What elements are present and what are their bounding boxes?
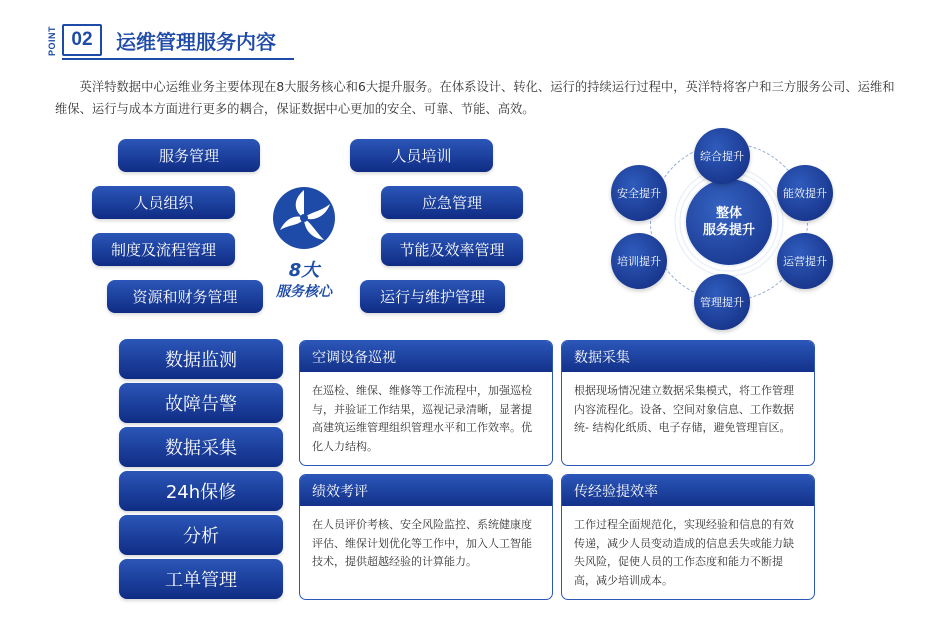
card-body: 在人员评价考核、安全风险监控、系统健康度评估、维保计划优化等工作中，加入人工智能技术，提供超越经验的计算能力。 [312,518,532,568]
title-underline [62,58,294,60]
card-body: 根据现场情况建立数据采集模式，将工作管理内容流程化。设备、空间对象信息、工作数据统- 结构化纸质、电子存储，避免管理盲区。 [574,384,794,434]
function-data-monitoring: 数据监测 [119,339,283,379]
intro-paragraph: 英洋特数据中心运维业务主要体现在8大服务核心和6大提升服务。在体系设计、转化、运行的持续运行过程中，英洋特将客户和三方服务公司、运维和维保、运行与成本方面进行更多的耦合，保证数据中心更加的安全、可靠、节能、高效。 [55,80,895,116]
card-title: 数据采集 [562,341,814,372]
card-data-collection [561,340,815,466]
upgrade-center-line1: 整体 [715,206,742,221]
page-title: 运维管理服务内容 [116,30,276,54]
card-title: 绩效考评 [300,475,552,506]
card-experience-efficiency [561,474,815,600]
core-item-staff-training: 人员培训 [350,139,493,172]
upgrade-node-safety: 安全提升 [611,165,667,221]
upgrade-center-line2: 服务提升 [702,223,755,238]
core-item-energy-efficiency: 节能及效率管理 [381,233,523,266]
card-title: 传经验提效率 [562,475,814,506]
card-title: 空调设备巡视 [300,341,552,372]
card-ac-inspection [299,340,553,466]
card-body: 在巡检、维保、维修等工作流程中，加强巡检与，并验证工作结果，巡视记录清晰，显著提高建筑运维管理组织管理水平和工作效率。优化人力结构。 [312,384,532,453]
point-label: POINT [47,26,57,57]
function-fault-alarm: 故障告警 [119,383,283,423]
core-label: 服务核心 [276,284,332,300]
card-body: 工作过程全面规范化，实现经验和信息的有效传递，减少人员变动造成的信息丢失或能力缺失风险，促使人员的工作态度和能力不断提高，减少培训成本。 [574,518,794,587]
upgrade-node-operation: 运营提升 [777,233,833,289]
core-logo-icon [270,184,338,252]
card-performance-evaluation [299,474,553,600]
upgrade-node-training: 培训提升 [611,233,667,289]
core-count: 8大 [288,260,320,281]
function-24h-repair: 24h保修 [119,471,283,511]
upgrade-node-comprehensive: 综合提升 [694,128,750,184]
upgrade-diagram [607,128,837,328]
upgrade-node-energy: 能效提升 [777,165,833,221]
function-work-order: 工单管理 [119,559,283,599]
section-number: 02 [62,24,102,56]
upgrade-center [686,179,772,265]
core-item-staff-organization: 人员组织 [92,186,235,219]
core-item-emergency-management: 应急管理 [381,186,523,219]
function-analysis: 分析 [119,515,283,555]
core-item-process-management: 制度及流程管理 [92,233,235,266]
core-item-resource-finance: 资源和财务管理 [107,280,263,313]
upgrade-node-management: 管理提升 [694,274,750,330]
core-item-service-management: 服务管理 [118,139,260,172]
core-item-operation-maintenance: 运行与维护管理 [360,280,505,313]
function-data-collection: 数据采集 [119,427,283,467]
